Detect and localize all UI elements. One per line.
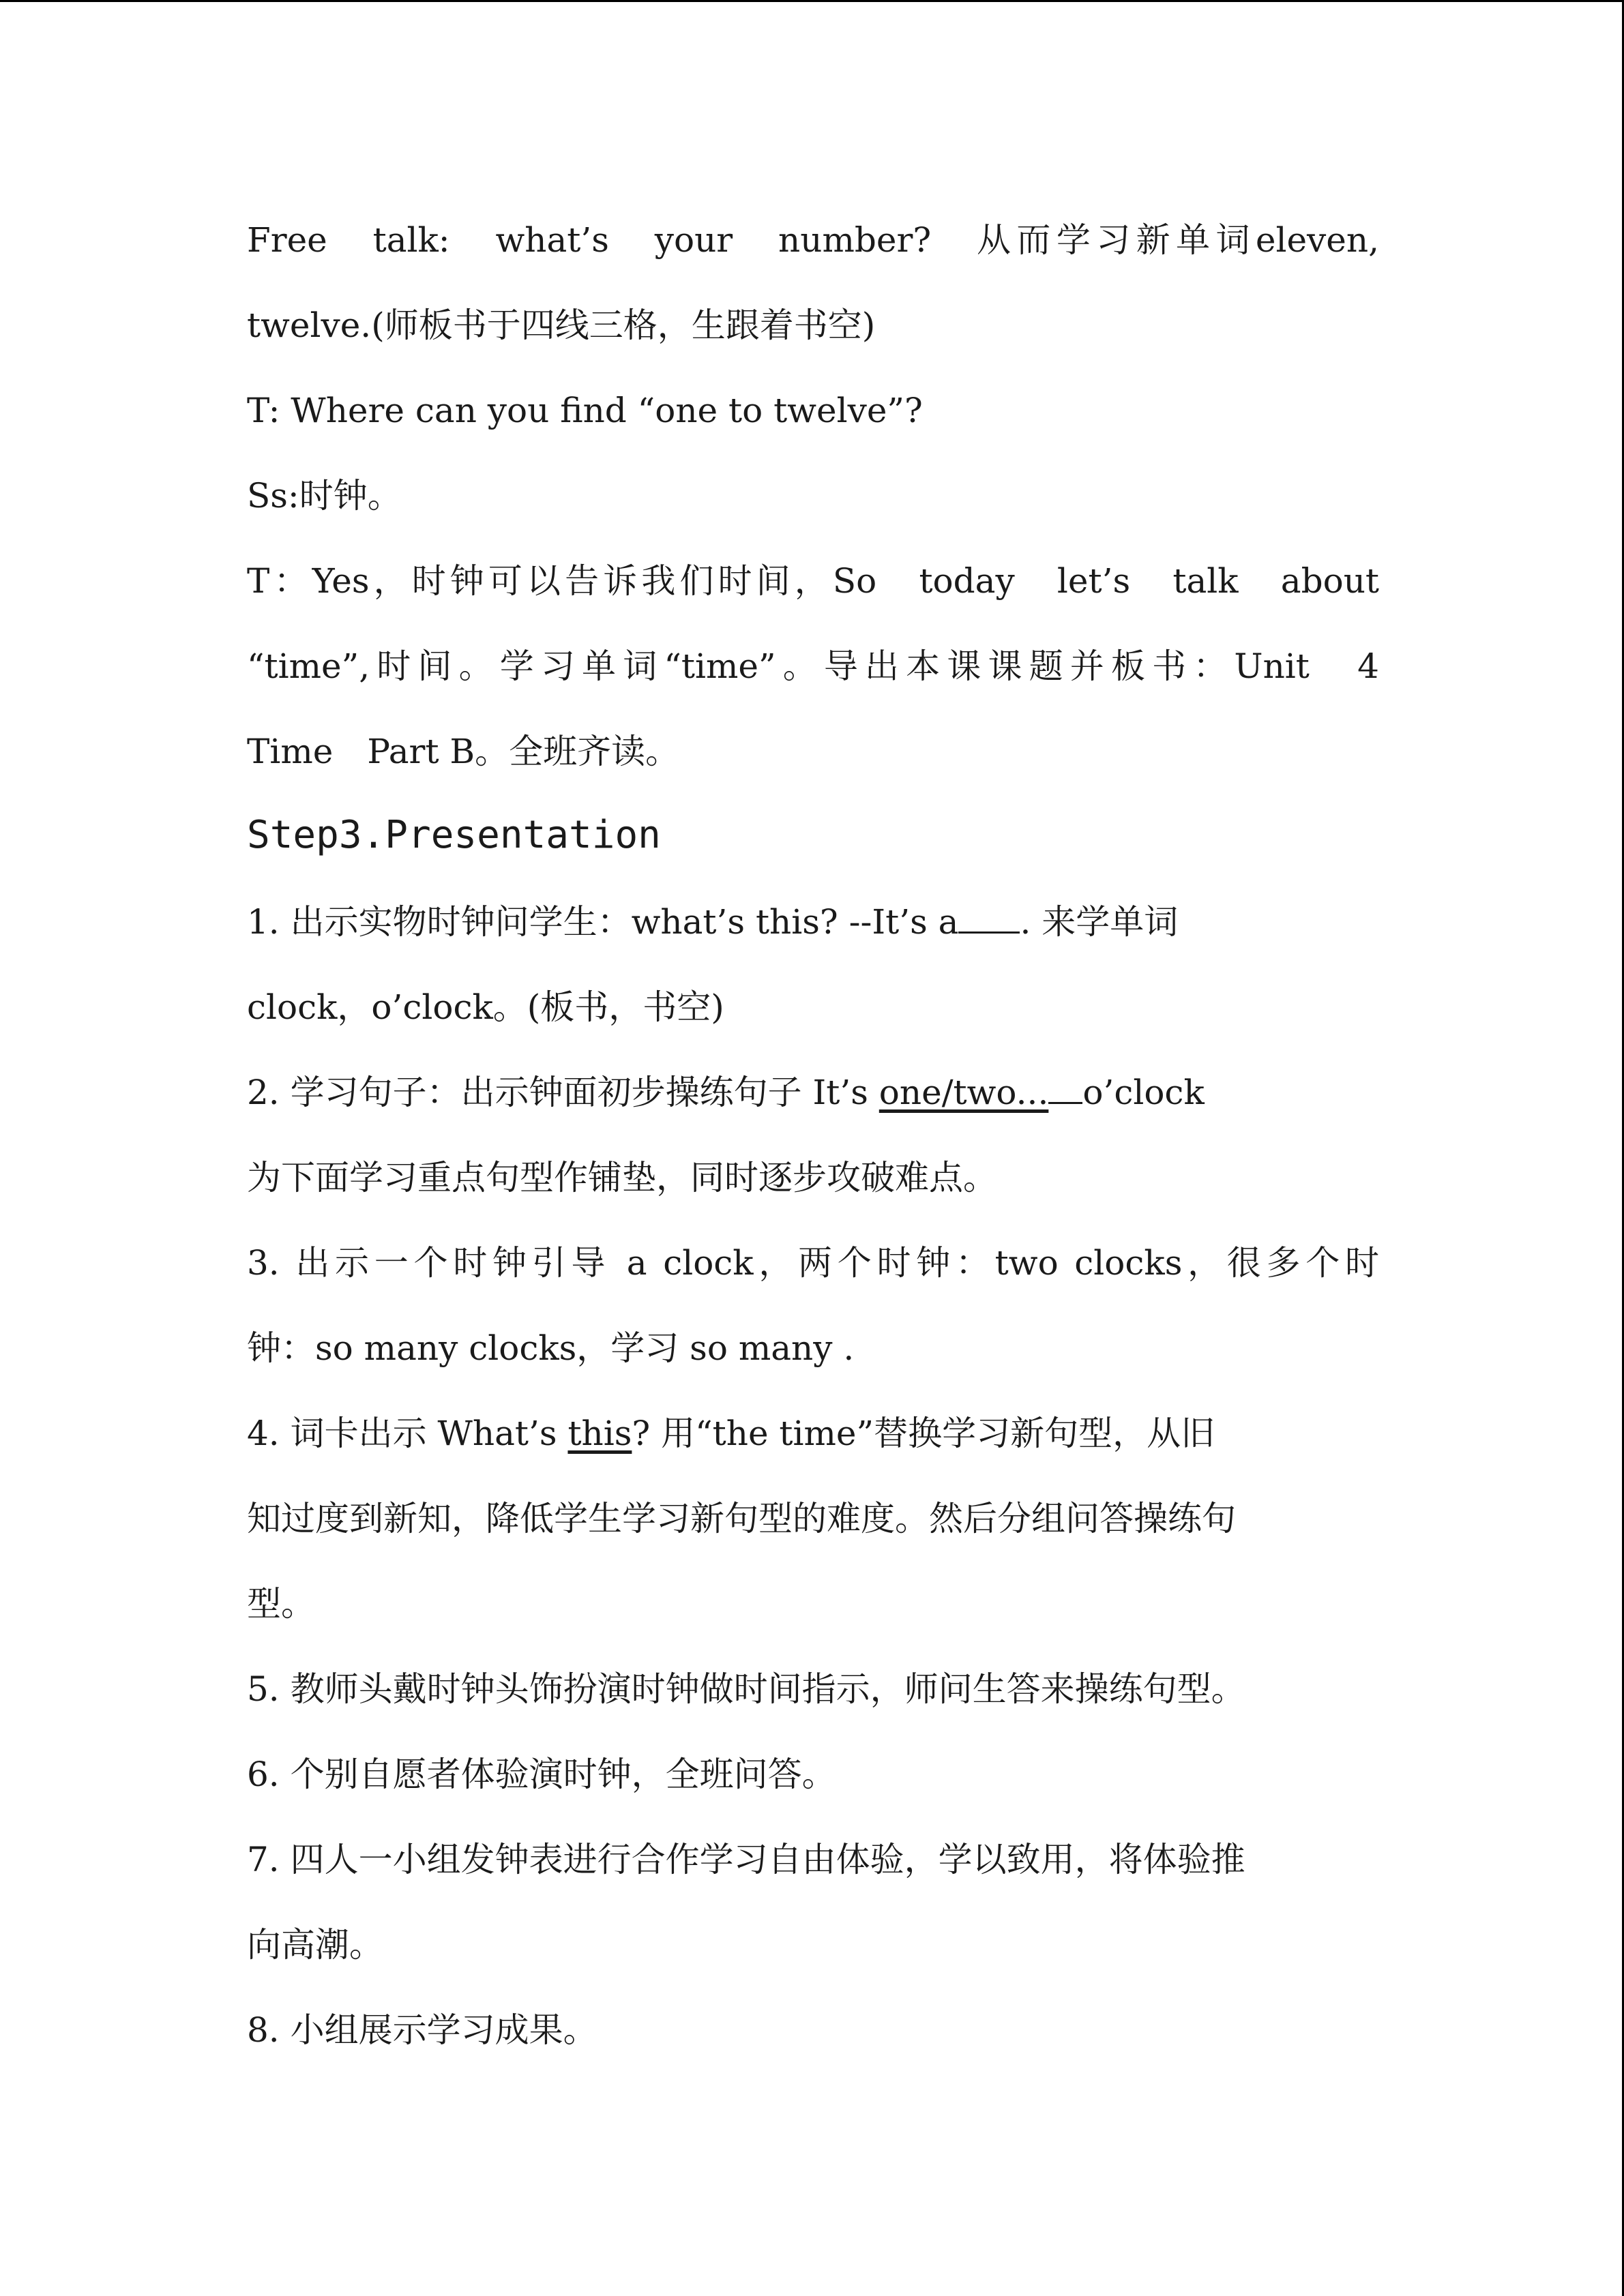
text-line: 型。 — [247, 1584, 315, 1624]
text-line: T：Yes，时钟可以告诉我们时间，So today let’s talk about — [247, 561, 1379, 601]
text-line — [247, 1413, 1379, 1454]
underlined-text: one/two... — [879, 1073, 1049, 1112]
fill-blank — [958, 901, 1020, 934]
section-heading: Step3.Presentation — [247, 813, 661, 857]
text-segment: o’clock — [1082, 1073, 1205, 1112]
text-line: “time”,时间。学习单词“time”。导出本课课题并板书：Unit 4 — [247, 646, 1379, 686]
text-line: Time Part B。全班齐读。 — [247, 732, 680, 771]
text-line — [247, 901, 1379, 942]
text-line: 知过度到新知，降低学生学习新句型的难度。然后分组问答操练句 — [247, 1499, 1236, 1538]
text-line: clock，o’clock。(板书，书空) — [247, 987, 724, 1027]
text-line: Ss:时钟。 — [247, 476, 402, 516]
text-segment: . 来学单词 — [1020, 902, 1179, 942]
text-segment: 1. 出示实物时钟问学生：what’s this? --It’s a — [247, 902, 959, 942]
text-line: Free talk: what’s your number? 从而学习新单词eleven, — [247, 220, 1379, 260]
text-segment: 2. 学习句子：出示钟面初步操练句子 It’s — [247, 1073, 879, 1112]
text-line: 6. 个别自愿者体验演时钟，全班问答。 — [247, 1755, 836, 1794]
text-line: twelve.(师板书于四线三格，生跟着书空) — [247, 305, 876, 345]
underline-gap — [1048, 1072, 1082, 1104]
page-border-top — [0, 0, 1624, 2]
text-line: 8. 小组展示学习成果。 — [247, 2010, 597, 2050]
text-line: T: Where can you find “one to twelve”? — [247, 391, 923, 430]
underlined-text: this — [567, 1414, 632, 1453]
text-line: 为下面学习重点句型作铺垫，同时逐步攻破难点。 — [247, 1158, 997, 1197]
text-line — [247, 1072, 1379, 1113]
text-segment: 4. 词卡出示 What’s — [247, 1414, 568, 1453]
text-line: 3. 出示一个时钟引导 a clock，两个时钟：two clocks，很多个时 — [247, 1243, 1379, 1283]
text-line: 钟：so many clocks，学习 so many . — [247, 1328, 855, 1368]
text-line: 7. 四人一小组发钟表进行合作学习自由体验，学以致用，将体验推 — [247, 1840, 1245, 1879]
text-segment: ? 用“the time”替换学习新句型，从旧 — [632, 1414, 1215, 1453]
text-line: 5. 教师头戴时钟头饰扮演时钟做时间指示，师问生答来操练句型。 — [247, 1669, 1245, 1709]
text-line: 向高潮。 — [247, 1925, 383, 1965]
